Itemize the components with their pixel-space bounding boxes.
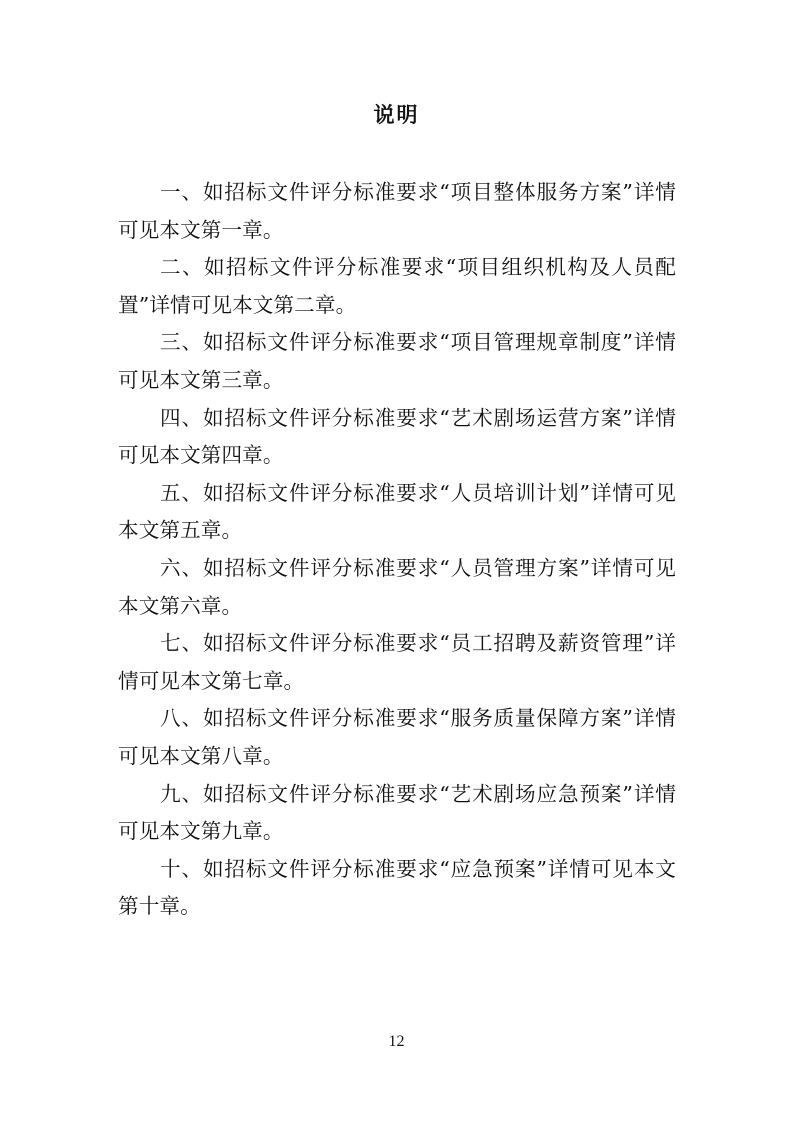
paragraph-4: 四、如招标文件评分标准要求“艺术剧场运营方案”详情可见本文第四章。: [118, 405, 676, 468]
paragraph-5: 五、如招标文件评分标准要求“人员培训计划”详情可见本文第五章。: [118, 480, 676, 543]
paragraph-10: 十、如招标文件评分标准要求“应急预案”详情可见本文第十章。: [118, 856, 676, 919]
paragraph-7: 七、如招标文件评分标准要求“员工招聘及薪资管理”详情可见本文第七章。: [118, 631, 676, 693]
paragraph-2: 二、如招标文件评分标准要求“项目组织机构及人员配置”详情可见本文第二章。: [118, 255, 676, 317]
document-body: [118, 174, 676, 926]
paragraph-9: 九、如招标文件评分标准要求“艺术剧场应急预案”详情可见本文第九章。: [118, 781, 676, 844]
paragraph-3: 三、如招标文件评分标准要求“项目管理规章制度”详情可见本文第三章。: [118, 330, 676, 392]
page-title: 说明: [373, 102, 420, 127]
paragraph-1: 一、如招标文件评分标准要求“项目整体服务方案”详情可见本文第一章。: [118, 180, 676, 242]
page-number: 12: [388, 1033, 405, 1050]
paragraph-8: 八、如招标文件评分标准要求“服务质量保障方案”详情可见本文第八章。: [118, 706, 676, 768]
paragraph-6: 六、如招标文件评分标准要求“人员管理方案”详情可见本文第六章。: [118, 555, 676, 618]
